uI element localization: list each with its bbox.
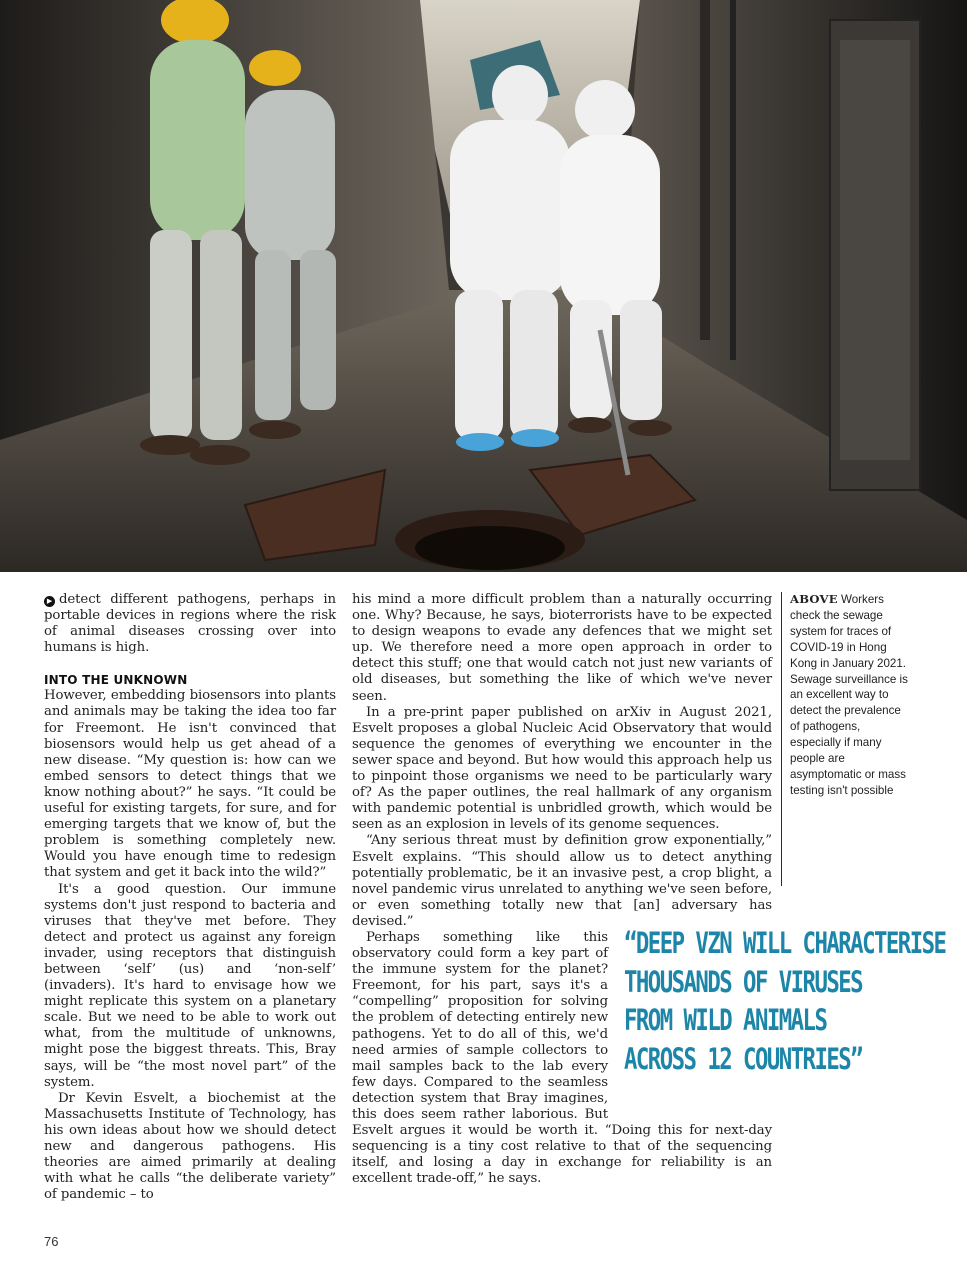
section-subhead: INTO THE UNKNOWN [44, 673, 188, 688]
paragraph: “Any serious threat must by definition grow exponentially,” Esvelt explains. “This should allow us to detect anything potentially problematic, be it an invasive pest, a crop blight, a novel pandemic virus unrelated to anything we've seen before, or even something totally new that [an] adversary has devised.” [352, 833, 772, 929]
paragraph: It's a good question. Our immune systems don't just respond to bacteria and viruses that they've met before. They detect and protect us against any foreign invader, using receptors that distinguish between ‘self’ (us) and ‘non-self’ (invaders). It's hard to envisage how we might replicate this system on a planetary scale. But we need to be able to work out what, from the multitude of unknowns, might pose the biggest threats. This, Bray says, will be “the most novel part” of the system. [44, 881, 336, 1090]
article-column-2 [352, 592, 772, 1187]
paragraph: In a pre-print paper published on arXiv in August 2021, Esvelt proposes a global Nucleic Acid Observatory that would sequence the genomes of everything we encounter in the sewer space and beyond. But how would this approach help us to pinpoint those organisms we need to be particularly wary of? As the paper outlines, the real hallmark of any organism with pandemic potential is unbridled growth, which would be seen as an explosion in levels of its genome sequences. [352, 704, 772, 833]
pull-quote [624, 924, 946, 1078]
caption-rule [781, 592, 782, 886]
hero-photo [0, 0, 967, 572]
caption-text: Workers check the sewage system for traces of COVID-19 in Hong Kong in January 2021. Sewage surveillance is an excellent way to detect the prevalence of pathogens, especially if many people are asymptomatic or mass testing isn't possible [790, 593, 908, 797]
pull-quote-line: ACROSS 12 COUNTRIES” [624, 1041, 863, 1076]
paragraph: Dr Kevin Esvelt, a biochemist at the Massachusetts Institute of Technology, has his own ideas about how we should detect new and dangerous pathogens. His theories are aimed primarily at dealing with what he calls “the deliberate variety” of pandemic – to [44, 1090, 336, 1203]
paragraph: ▶ detect different pathogens, perhaps in portable devices in regions where the risk of animal diseases crossing over into humans is high. [44, 592, 336, 656]
continue-arrow-icon: ▶ [44, 596, 55, 607]
paragraph: his mind a more difficult problem than a naturally occurring one. Why? Because, he says, bioterrorists have to be expected to design weapons to evade any defences that we might set up. We therefore need a more open approach in order to detect this stuff; one that would catch not just new variants of old diseases, but something the like of which we've never seen. [352, 592, 772, 704]
article-column-1 [44, 592, 336, 1203]
paragraph: However, embedding biosensors into plants and animals may be taking the idea too far for Freemont. He isn't convinced that biosensors would help us get ahead of a new disease. “My question is: how can we embed sensors to detect things that we know nothing about?” he says. “It could be useful for existing targets, for sure, and for emerging targets that we know of, but the problem is something completely new. Would you have enough time to redesign that system and get it back into the wild?” [44, 688, 336, 881]
pull-quote-line: THOUSANDS OF VIRUSES [624, 964, 863, 999]
caption-label: ABOVE [790, 592, 838, 606]
pull-quote-line: “DEEP VZN WILL CHARACTERISE [624, 926, 946, 960]
paragraph: Perhaps something like this observatory could form a key part of the immune system for the planet? Freemont, for his part, says it's a “compelling” proposition for solving the problem of detecting entirely new pathogens. Yet to do all of this, we'd need armies of sample collectors to mail samples back to the lab every few days. Compared to the seamless detection system that Bray imagines, this does seem rather laborious. But Esvelt argues it would be worth it. “Doing this for next-day sequencing is a tiny cost relative to that of the sequencing itself, and losing a day in exchange for reliability is an excellent trade-off,” he says. [352, 929, 772, 1187]
page-number: 76 [44, 1234, 59, 1249]
pull-quote-line: FROM WILD ANIMALS [624, 1003, 827, 1038]
photo-caption [790, 592, 910, 799]
photo-sewage-workers-icon [0, 0, 967, 572]
